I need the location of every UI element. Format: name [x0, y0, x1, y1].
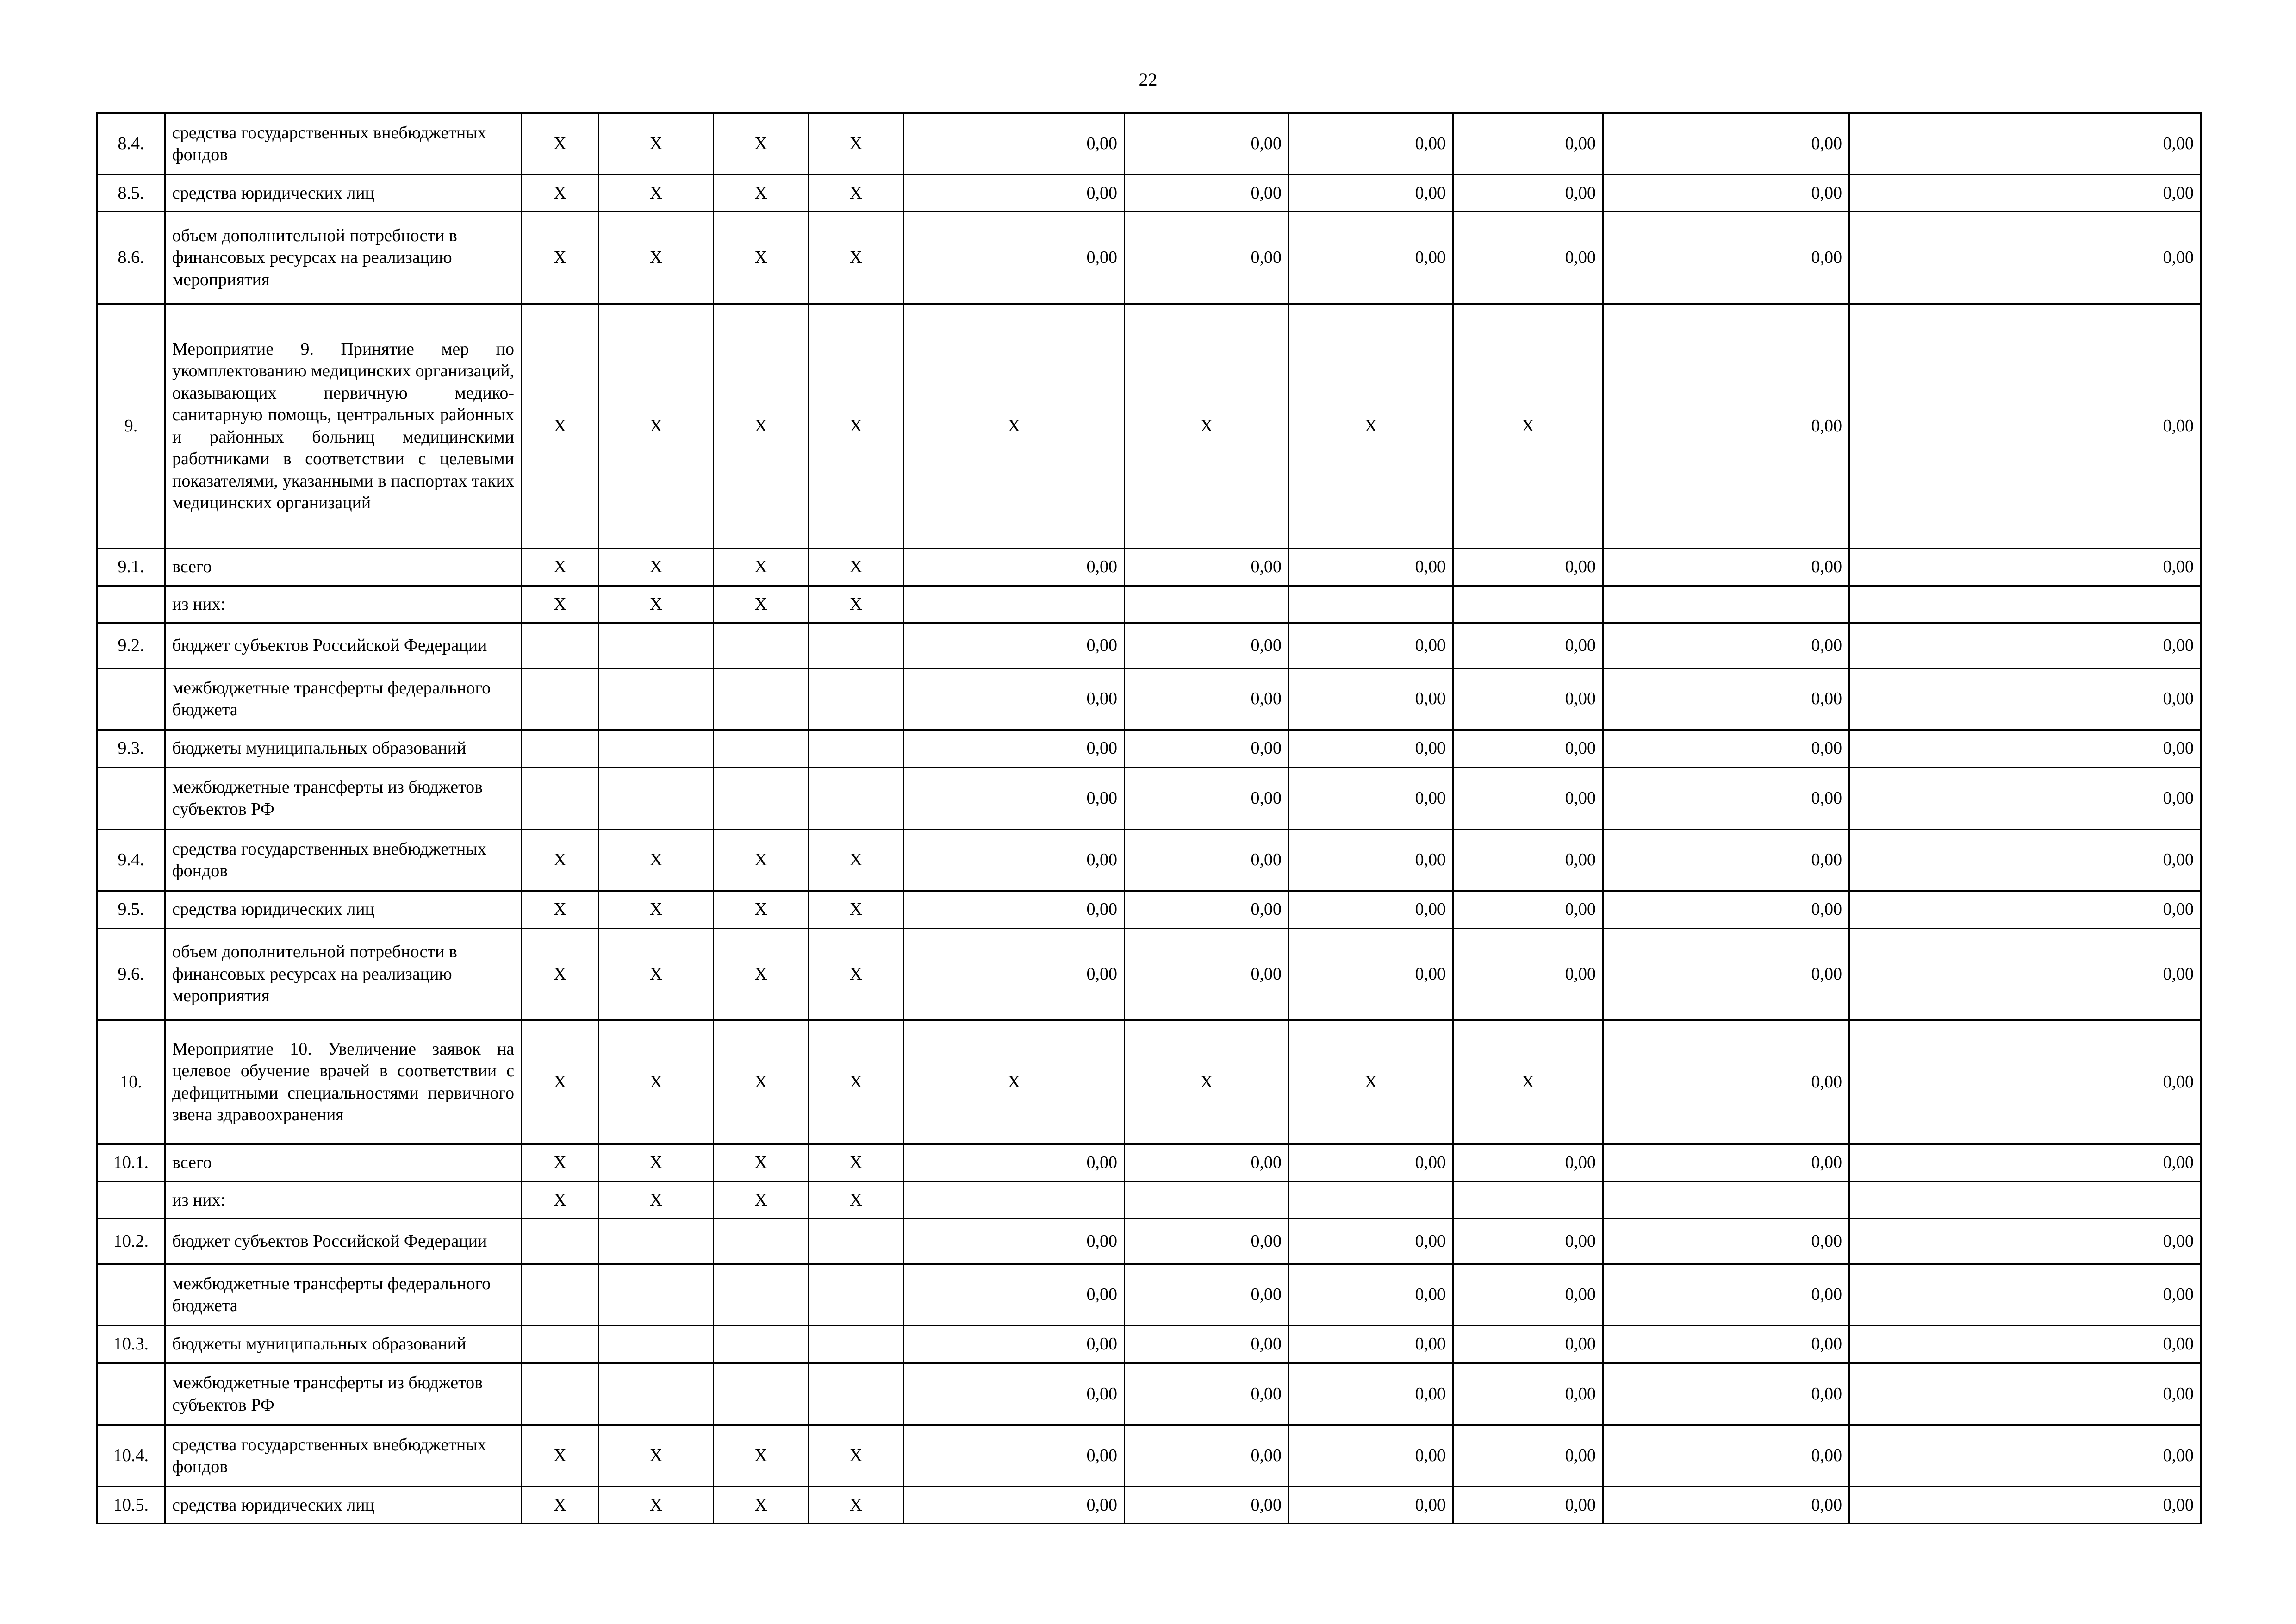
table-row: [97, 175, 2201, 212]
value-cell: 0,00: [1603, 1144, 1849, 1182]
table-row: [97, 586, 2201, 623]
value-cell: 0,00: [1849, 212, 2201, 304]
value-cell: X: [1453, 1020, 1603, 1144]
table-row: [97, 1363, 2201, 1425]
value-cell: 0,00: [1125, 1363, 1289, 1425]
value-cell: 0,00: [1849, 623, 2201, 668]
marker-cell: [599, 1363, 714, 1425]
marker-cell: X: [809, 586, 904, 623]
marker-cell: [809, 730, 904, 768]
value-cell: 0,00: [1289, 1326, 1453, 1363]
value-cell: 0,00: [904, 1219, 1125, 1264]
table-row: [97, 1425, 2201, 1487]
value-cell: [904, 586, 1125, 623]
marker-cell: X: [714, 549, 809, 586]
value-cell: 0,00: [1125, 1326, 1289, 1363]
marker-cell: X: [522, 304, 599, 549]
value-cell: [1453, 586, 1603, 623]
value-cell: 0,00: [1125, 549, 1289, 586]
budget-table: [96, 112, 2202, 1524]
row-name: средства юридических лиц: [165, 1487, 522, 1524]
row-number: 10.2.: [97, 1219, 165, 1264]
marker-cell: X: [714, 830, 809, 891]
row-number: 8.5.: [97, 175, 165, 212]
marker-cell: X: [714, 929, 809, 1020]
row-number: [97, 586, 165, 623]
value-cell: 0,00: [1603, 768, 1849, 830]
marker-cell: X: [599, 304, 714, 549]
row-number: 9.2.: [97, 623, 165, 668]
value-cell: 0,00: [1289, 1487, 1453, 1524]
value-cell: 0,00: [904, 1264, 1125, 1326]
value-cell: 0,00: [1603, 730, 1849, 768]
value-cell: 0,00: [904, 668, 1125, 730]
row-number: 10.3.: [97, 1326, 165, 1363]
marker-cell: X: [599, 212, 714, 304]
value-cell: 0,00: [904, 730, 1125, 768]
value-cell: [1603, 586, 1849, 623]
marker-cell: [599, 623, 714, 668]
value-cell: 0,00: [1603, 623, 1849, 668]
marker-cell: X: [714, 212, 809, 304]
marker-cell: X: [599, 175, 714, 212]
value-cell: 0,00: [1603, 212, 1849, 304]
row-name: объем дополнительной потребности в финансовых ресурсах на реализацию мероприятия: [165, 212, 522, 304]
value-cell: 0,00: [1849, 891, 2201, 929]
marker-cell: [522, 1326, 599, 1363]
value-cell: 0,00: [1289, 1219, 1453, 1264]
value-cell: 0,00: [1603, 113, 1849, 175]
value-cell: 0,00: [1603, 1264, 1849, 1326]
marker-cell: X: [809, 1182, 904, 1219]
value-cell: 0,00: [1849, 1326, 2201, 1363]
marker-cell: [809, 668, 904, 730]
table-row: [97, 768, 2201, 830]
marker-cell: X: [809, 891, 904, 929]
table-row: [97, 668, 2201, 730]
marker-cell: X: [599, 891, 714, 929]
value-cell: 0,00: [1849, 175, 2201, 212]
value-cell: 0,00: [1603, 175, 1849, 212]
table-row: [97, 730, 2201, 768]
marker-cell: [714, 1219, 809, 1264]
marker-cell: [714, 1264, 809, 1326]
row-name: Мероприятие 10. Увеличение заявок на целевое обучение врачей в соответствии с дефицитными специальностями первичного звена здравоохранения: [165, 1020, 522, 1144]
value-cell: 0,00: [1125, 212, 1289, 304]
value-cell: 0,00: [1289, 929, 1453, 1020]
marker-cell: X: [714, 586, 809, 623]
value-cell: 0,00: [1289, 668, 1453, 730]
value-cell: 0,00: [1125, 929, 1289, 1020]
marker-cell: [809, 623, 904, 668]
value-cell: 0,00: [1603, 1326, 1849, 1363]
marker-cell: [599, 1219, 714, 1264]
value-cell: 0,00: [904, 929, 1125, 1020]
row-name: средства государственных внебюджетных фондов: [165, 830, 522, 891]
table-row: [97, 1487, 2201, 1524]
value-cell: X: [1453, 304, 1603, 549]
marker-cell: X: [714, 304, 809, 549]
table-row: [97, 1264, 2201, 1326]
marker-cell: [809, 1264, 904, 1326]
value-cell: X: [1289, 1020, 1453, 1144]
marker-cell: X: [522, 1425, 599, 1487]
marker-cell: [714, 1363, 809, 1425]
row-number: 9.: [97, 304, 165, 549]
value-cell: 0,00: [1849, 929, 2201, 1020]
value-cell: 0,00: [1125, 668, 1289, 730]
value-cell: 0,00: [904, 1425, 1125, 1487]
value-cell: 0,00: [1453, 1487, 1603, 1524]
value-cell: 0,00: [1453, 113, 1603, 175]
value-cell: X: [904, 304, 1125, 549]
value-cell: X: [1125, 1020, 1289, 1144]
marker-cell: X: [809, 212, 904, 304]
value-cell: 0,00: [1289, 1264, 1453, 1326]
value-cell: 0,00: [1453, 623, 1603, 668]
marker-cell: [809, 1363, 904, 1425]
value-cell: 0,00: [1849, 113, 2201, 175]
value-cell: 0,00: [1125, 768, 1289, 830]
value-cell: [1849, 586, 2201, 623]
value-cell: 0,00: [1603, 830, 1849, 891]
value-cell: [1289, 1182, 1453, 1219]
marker-cell: [714, 1326, 809, 1363]
table-row: [97, 830, 2201, 891]
marker-cell: X: [714, 891, 809, 929]
row-number: 8.4.: [97, 113, 165, 175]
marker-cell: X: [809, 1020, 904, 1144]
value-cell: 0,00: [1603, 1425, 1849, 1487]
value-cell: 0,00: [1289, 830, 1453, 891]
value-cell: 0,00: [1125, 623, 1289, 668]
marker-cell: X: [522, 1487, 599, 1524]
table-row: [97, 929, 2201, 1020]
row-number: 9.4.: [97, 830, 165, 891]
value-cell: [1125, 1182, 1289, 1219]
marker-cell: X: [599, 586, 714, 623]
marker-cell: X: [599, 1425, 714, 1487]
row-name: объем дополнительной потребности в финансовых ресурсах на реализацию мероприятия: [165, 929, 522, 1020]
marker-cell: X: [809, 1144, 904, 1182]
row-name: бюджет субъектов Российской Федерации: [165, 1219, 522, 1264]
row-name: межбюджетные трансферты из бюджетов субъектов РФ: [165, 1363, 522, 1425]
marker-cell: X: [714, 1020, 809, 1144]
value-cell: 0,00: [1289, 1425, 1453, 1487]
row-name: бюджет субъектов Российской Федерации: [165, 623, 522, 668]
table-row: [97, 891, 2201, 929]
table-body: [97, 113, 2201, 1524]
value-cell: 0,00: [1289, 212, 1453, 304]
value-cell: 0,00: [1453, 212, 1603, 304]
value-cell: 0,00: [1453, 1425, 1603, 1487]
value-cell: 0,00: [1125, 175, 1289, 212]
marker-cell: X: [714, 113, 809, 175]
marker-cell: X: [522, 1144, 599, 1182]
value-cell: 0,00: [1603, 1020, 1849, 1144]
value-cell: 0,00: [1453, 768, 1603, 830]
value-cell: 0,00: [904, 175, 1125, 212]
marker-cell: [599, 1264, 714, 1326]
value-cell: 0,00: [1849, 830, 2201, 891]
value-cell: 0,00: [1603, 304, 1849, 549]
marker-cell: X: [522, 549, 599, 586]
marker-cell: [522, 1363, 599, 1425]
marker-cell: X: [599, 549, 714, 586]
row-number: [97, 1182, 165, 1219]
value-cell: [1453, 1182, 1603, 1219]
value-cell: 0,00: [1453, 1326, 1603, 1363]
value-cell: 0,00: [904, 113, 1125, 175]
marker-cell: X: [599, 830, 714, 891]
marker-cell: X: [522, 929, 599, 1020]
row-name: Мероприятие 9. Принятие мер по укомплектованию медицинских организаций, оказывающих первичную медико-санитарную помощь, центральных районных и районных больниц медицинскими работниками в соответствии с целевыми показателями, указанными в паспортах таких медицинских организаций: [165, 304, 522, 549]
value-cell: 0,00: [1125, 1264, 1289, 1326]
value-cell: 0,00: [904, 1363, 1125, 1425]
value-cell: 0,00: [904, 891, 1125, 929]
row-number: 10.4.: [97, 1425, 165, 1487]
table-row: [97, 1020, 2201, 1144]
marker-cell: [714, 768, 809, 830]
marker-cell: [809, 1219, 904, 1264]
value-cell: 0,00: [1603, 1219, 1849, 1264]
row-number: 8.6.: [97, 212, 165, 304]
value-cell: 0,00: [1603, 891, 1849, 929]
marker-cell: [599, 730, 714, 768]
value-cell: X: [904, 1020, 1125, 1144]
row-name: межбюджетные трансферты федерального бюджета: [165, 1264, 522, 1326]
value-cell: X: [1125, 304, 1289, 549]
marker-cell: [809, 1326, 904, 1363]
marker-cell: [522, 1219, 599, 1264]
value-cell: 0,00: [1125, 1425, 1289, 1487]
marker-cell: X: [522, 175, 599, 212]
value-cell: [1125, 586, 1289, 623]
value-cell: 0,00: [1453, 1144, 1603, 1182]
marker-cell: X: [809, 830, 904, 891]
value-cell: 0,00: [1603, 549, 1849, 586]
value-cell: 0,00: [1125, 730, 1289, 768]
value-cell: 0,00: [904, 1326, 1125, 1363]
row-number: 9.5.: [97, 891, 165, 929]
marker-cell: X: [522, 830, 599, 891]
value-cell: 0,00: [1289, 1363, 1453, 1425]
table-row: [97, 212, 2201, 304]
row-name: межбюджетные трансферты из бюджетов субъектов РФ: [165, 768, 522, 830]
row-name: бюджеты муниципальных образований: [165, 730, 522, 768]
marker-cell: X: [599, 1487, 714, 1524]
marker-cell: [522, 623, 599, 668]
marker-cell: X: [809, 1425, 904, 1487]
row-number: 10.5.: [97, 1487, 165, 1524]
value-cell: 0,00: [1453, 1264, 1603, 1326]
row-name: всего: [165, 549, 522, 586]
marker-cell: X: [599, 1144, 714, 1182]
value-cell: [1603, 1182, 1849, 1219]
value-cell: 0,00: [1289, 175, 1453, 212]
row-number: 10.1.: [97, 1144, 165, 1182]
value-cell: 0,00: [1849, 1264, 2201, 1326]
marker-cell: X: [809, 1487, 904, 1524]
marker-cell: [522, 668, 599, 730]
marker-cell: [714, 668, 809, 730]
value-cell: 0,00: [1453, 175, 1603, 212]
value-cell: 0,00: [1125, 891, 1289, 929]
row-name: средства государственных внебюджетных фондов: [165, 113, 522, 175]
row-name: бюджеты муниципальных образований: [165, 1326, 522, 1363]
marker-cell: X: [714, 1144, 809, 1182]
table-row: [97, 1144, 2201, 1182]
marker-cell: [714, 623, 809, 668]
value-cell: 0,00: [1849, 304, 2201, 549]
value-cell: 0,00: [1849, 1219, 2201, 1264]
value-cell: 0,00: [1453, 730, 1603, 768]
row-name: средства юридических лиц: [165, 175, 522, 212]
marker-cell: X: [714, 1487, 809, 1524]
value-cell: 0,00: [1603, 1487, 1849, 1524]
marker-cell: [522, 1264, 599, 1326]
value-cell: 0,00: [1453, 929, 1603, 1020]
value-cell: 0,00: [1453, 1219, 1603, 1264]
value-cell: 0,00: [1289, 623, 1453, 668]
value-cell: 0,00: [1453, 549, 1603, 586]
table-row: [97, 1326, 2201, 1363]
marker-cell: X: [714, 1182, 809, 1219]
value-cell: [1289, 586, 1453, 623]
value-cell: 0,00: [1289, 1144, 1453, 1182]
marker-cell: X: [714, 1425, 809, 1487]
value-cell: 0,00: [904, 549, 1125, 586]
row-number: [97, 768, 165, 830]
marker-cell: [599, 768, 714, 830]
marker-cell: X: [522, 113, 599, 175]
value-cell: 0,00: [1849, 768, 2201, 830]
row-name: из них:: [165, 1182, 522, 1219]
row-name: из них:: [165, 586, 522, 623]
value-cell: 0,00: [1849, 1487, 2201, 1524]
row-number: 10.: [97, 1020, 165, 1144]
value-cell: 0,00: [1849, 1425, 2201, 1487]
table-row: [97, 304, 2201, 549]
value-cell: 0,00: [1849, 730, 2201, 768]
value-cell: 0,00: [904, 623, 1125, 668]
value-cell: 0,00: [904, 768, 1125, 830]
table-row: [97, 549, 2201, 586]
row-name: всего: [165, 1144, 522, 1182]
marker-cell: [522, 768, 599, 830]
marker-cell: X: [809, 304, 904, 549]
value-cell: 0,00: [1289, 768, 1453, 830]
row-number: 9.6.: [97, 929, 165, 1020]
row-number: 9.3.: [97, 730, 165, 768]
value-cell: 0,00: [1125, 1219, 1289, 1264]
value-cell: 0,00: [904, 1487, 1125, 1524]
marker-cell: X: [599, 1020, 714, 1144]
value-cell: 0,00: [1603, 1363, 1849, 1425]
row-name: средства юридических лиц: [165, 891, 522, 929]
marker-cell: X: [522, 212, 599, 304]
marker-cell: X: [522, 891, 599, 929]
table-row: [97, 113, 2201, 175]
marker-cell: X: [599, 929, 714, 1020]
value-cell: 0,00: [1849, 1363, 2201, 1425]
value-cell: 0,00: [1125, 113, 1289, 175]
value-cell: 0,00: [1849, 549, 2201, 586]
value-cell: 0,00: [1453, 830, 1603, 891]
marker-cell: X: [522, 586, 599, 623]
value-cell: 0,00: [1125, 830, 1289, 891]
table-row: [97, 623, 2201, 668]
row-number: [97, 1363, 165, 1425]
value-cell: 0,00: [904, 1144, 1125, 1182]
marker-cell: X: [599, 113, 714, 175]
value-cell: 0,00: [1849, 668, 2201, 730]
value-cell: 0,00: [904, 212, 1125, 304]
value-cell: 0,00: [1289, 730, 1453, 768]
row-name: межбюджетные трансферты федерального бюджета: [165, 668, 522, 730]
row-number: [97, 668, 165, 730]
marker-cell: [599, 1326, 714, 1363]
value-cell: 0,00: [1453, 1363, 1603, 1425]
value-cell: 0,00: [1289, 113, 1453, 175]
marker-cell: X: [599, 1182, 714, 1219]
marker-cell: [522, 730, 599, 768]
marker-cell: [714, 730, 809, 768]
table-row: [97, 1219, 2201, 1264]
table-row: [97, 1182, 2201, 1219]
value-cell: [904, 1182, 1125, 1219]
value-cell: 0,00: [1603, 668, 1849, 730]
value-cell: 0,00: [904, 830, 1125, 891]
marker-cell: X: [809, 549, 904, 586]
value-cell: 0,00: [1125, 1144, 1289, 1182]
row-number: [97, 1264, 165, 1326]
value-cell: 0,00: [1453, 891, 1603, 929]
marker-cell: X: [522, 1020, 599, 1144]
value-cell: 0,00: [1603, 929, 1849, 1020]
marker-cell: X: [809, 175, 904, 212]
marker-cell: X: [714, 175, 809, 212]
value-cell: 0,00: [1849, 1144, 2201, 1182]
value-cell: 0,00: [1453, 668, 1603, 730]
row-name: средства государственных внебюджетных фондов: [165, 1425, 522, 1487]
marker-cell: X: [809, 929, 904, 1020]
value-cell: 0,00: [1849, 1020, 2201, 1144]
value-cell: 0,00: [1125, 1487, 1289, 1524]
value-cell: X: [1289, 304, 1453, 549]
marker-cell: X: [809, 113, 904, 175]
marker-cell: [809, 768, 904, 830]
page-number: 22: [1139, 69, 1157, 90]
row-number: 9.1.: [97, 549, 165, 586]
value-cell: [1849, 1182, 2201, 1219]
marker-cell: X: [522, 1182, 599, 1219]
value-cell: 0,00: [1289, 549, 1453, 586]
marker-cell: [599, 668, 714, 730]
value-cell: 0,00: [1289, 891, 1453, 929]
